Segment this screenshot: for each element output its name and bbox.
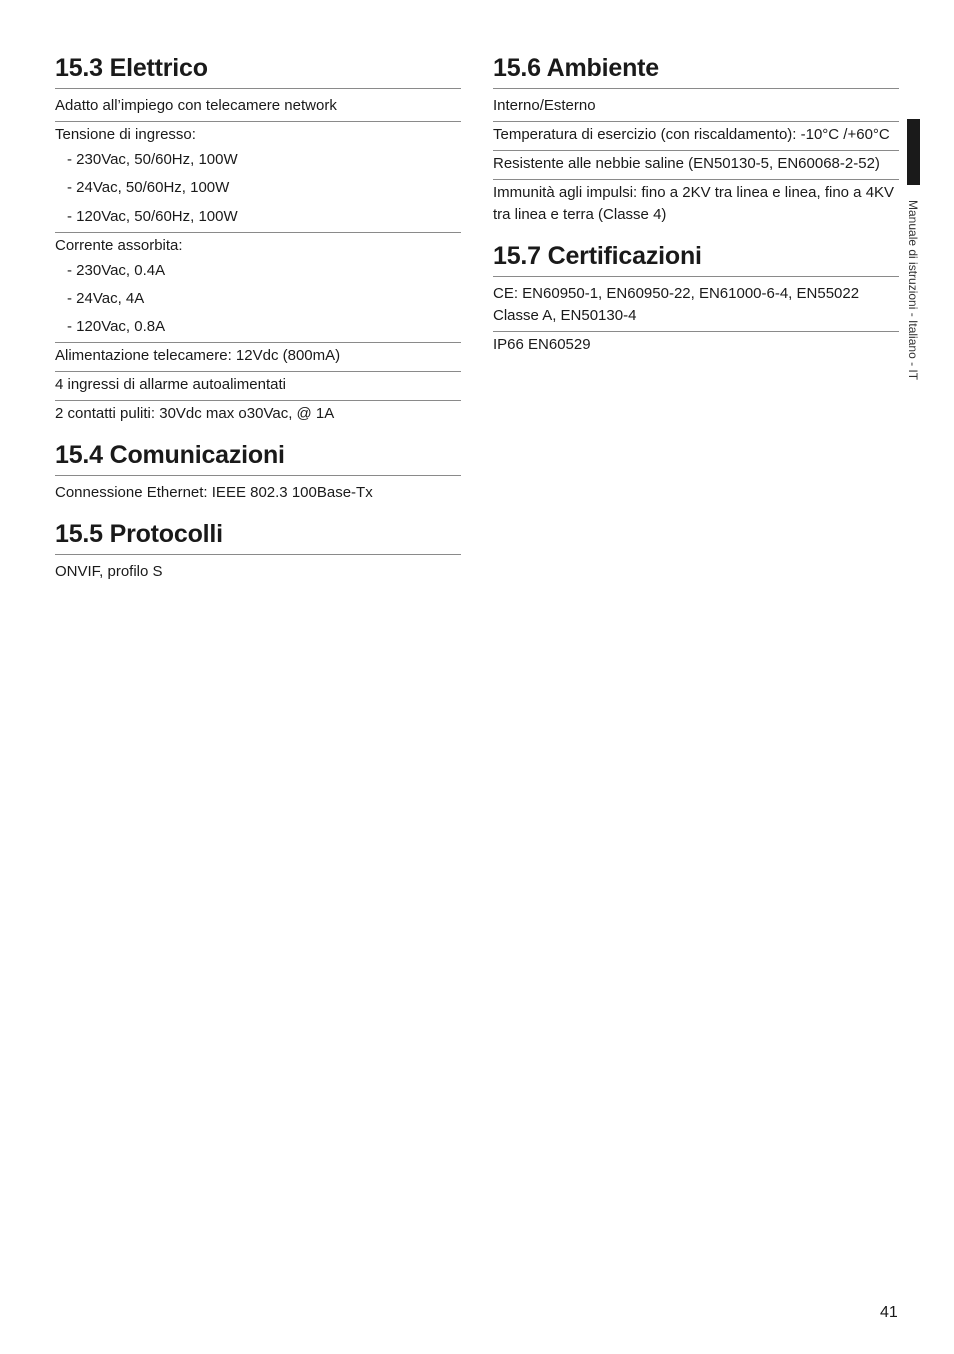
section-communications xyxy=(55,437,461,508)
voltage-item: - 120Vac, 50/60Hz, 100W xyxy=(67,207,238,225)
section-title-communications: 15.4 Comunicazioni xyxy=(55,437,461,476)
section-electric xyxy=(55,50,461,429)
section-protocols xyxy=(55,516,461,587)
voltage-label: Tensione di ingresso: xyxy=(55,126,196,143)
spec-camera-power: Alimentazione telecamere: 12Vdc (800mA) xyxy=(55,343,461,372)
current-item: - 24Vac, 4A xyxy=(67,289,145,307)
spec-current xyxy=(55,233,461,344)
side-label: Manuale di istruzioni - Italiano - IT xyxy=(906,200,920,381)
section-title-certifications: 15.7 Certificazioni xyxy=(493,238,899,277)
right-column xyxy=(493,48,899,368)
side-tab-marker xyxy=(907,119,920,185)
spec-location: Interno/Esterno xyxy=(493,93,899,122)
voltage-item: - 24Vac, 50/60Hz, 100W xyxy=(67,179,230,197)
spec-ce: CE: EN60950-1, EN60950-22, EN61000-6-4, EN55022 Classe A, EN50130-4 xyxy=(493,281,899,332)
spec-contacts: 2 contatti puliti: 30Vdc max o30Vac, @ 1A xyxy=(55,405,335,423)
spec-alarm-inputs: 4 ingressi di allarme autoalimentati xyxy=(55,372,461,401)
spec-use: Adatto all’impiego con telecamere network xyxy=(55,93,461,122)
spec-onvif: ONVIF, profilo S xyxy=(55,563,163,581)
section-title-protocols: 15.5 Protocolli xyxy=(55,516,461,555)
left-column xyxy=(55,48,461,595)
spec-surge: Immunità agli impulsi: fino a 2KV tra linea e linea, fino a 4KV tra linea e terra (Classe 4) xyxy=(493,184,895,223)
spec-ethernet: Connessione Ethernet: IEEE 802.3 100Base-Tx xyxy=(55,484,373,502)
section-environment xyxy=(493,50,899,230)
page-number: 41 xyxy=(880,1304,898,1321)
spec-salt-fog: Resistente alle nebbie saline (EN50130-5, EN60068-2-52) xyxy=(493,151,899,180)
spec-temperature: Temperatura di esercizio (con riscaldamento): -10°C /+60°C xyxy=(493,122,899,151)
section-certifications xyxy=(493,238,899,360)
current-item: - 230Vac, 0.4A xyxy=(67,261,166,279)
current-label: Corrente assorbita: xyxy=(55,236,183,254)
current-item: - 120Vac, 0.8A xyxy=(67,318,166,336)
spec-voltage xyxy=(55,122,461,233)
section-title-electric: 15.3 Elettrico xyxy=(55,50,461,89)
spec-ip: IP66 EN60529 xyxy=(493,336,591,353)
voltage-item: - 230Vac, 50/60Hz, 100W xyxy=(67,151,238,168)
section-title-environment: 15.6 Ambiente xyxy=(493,50,899,89)
